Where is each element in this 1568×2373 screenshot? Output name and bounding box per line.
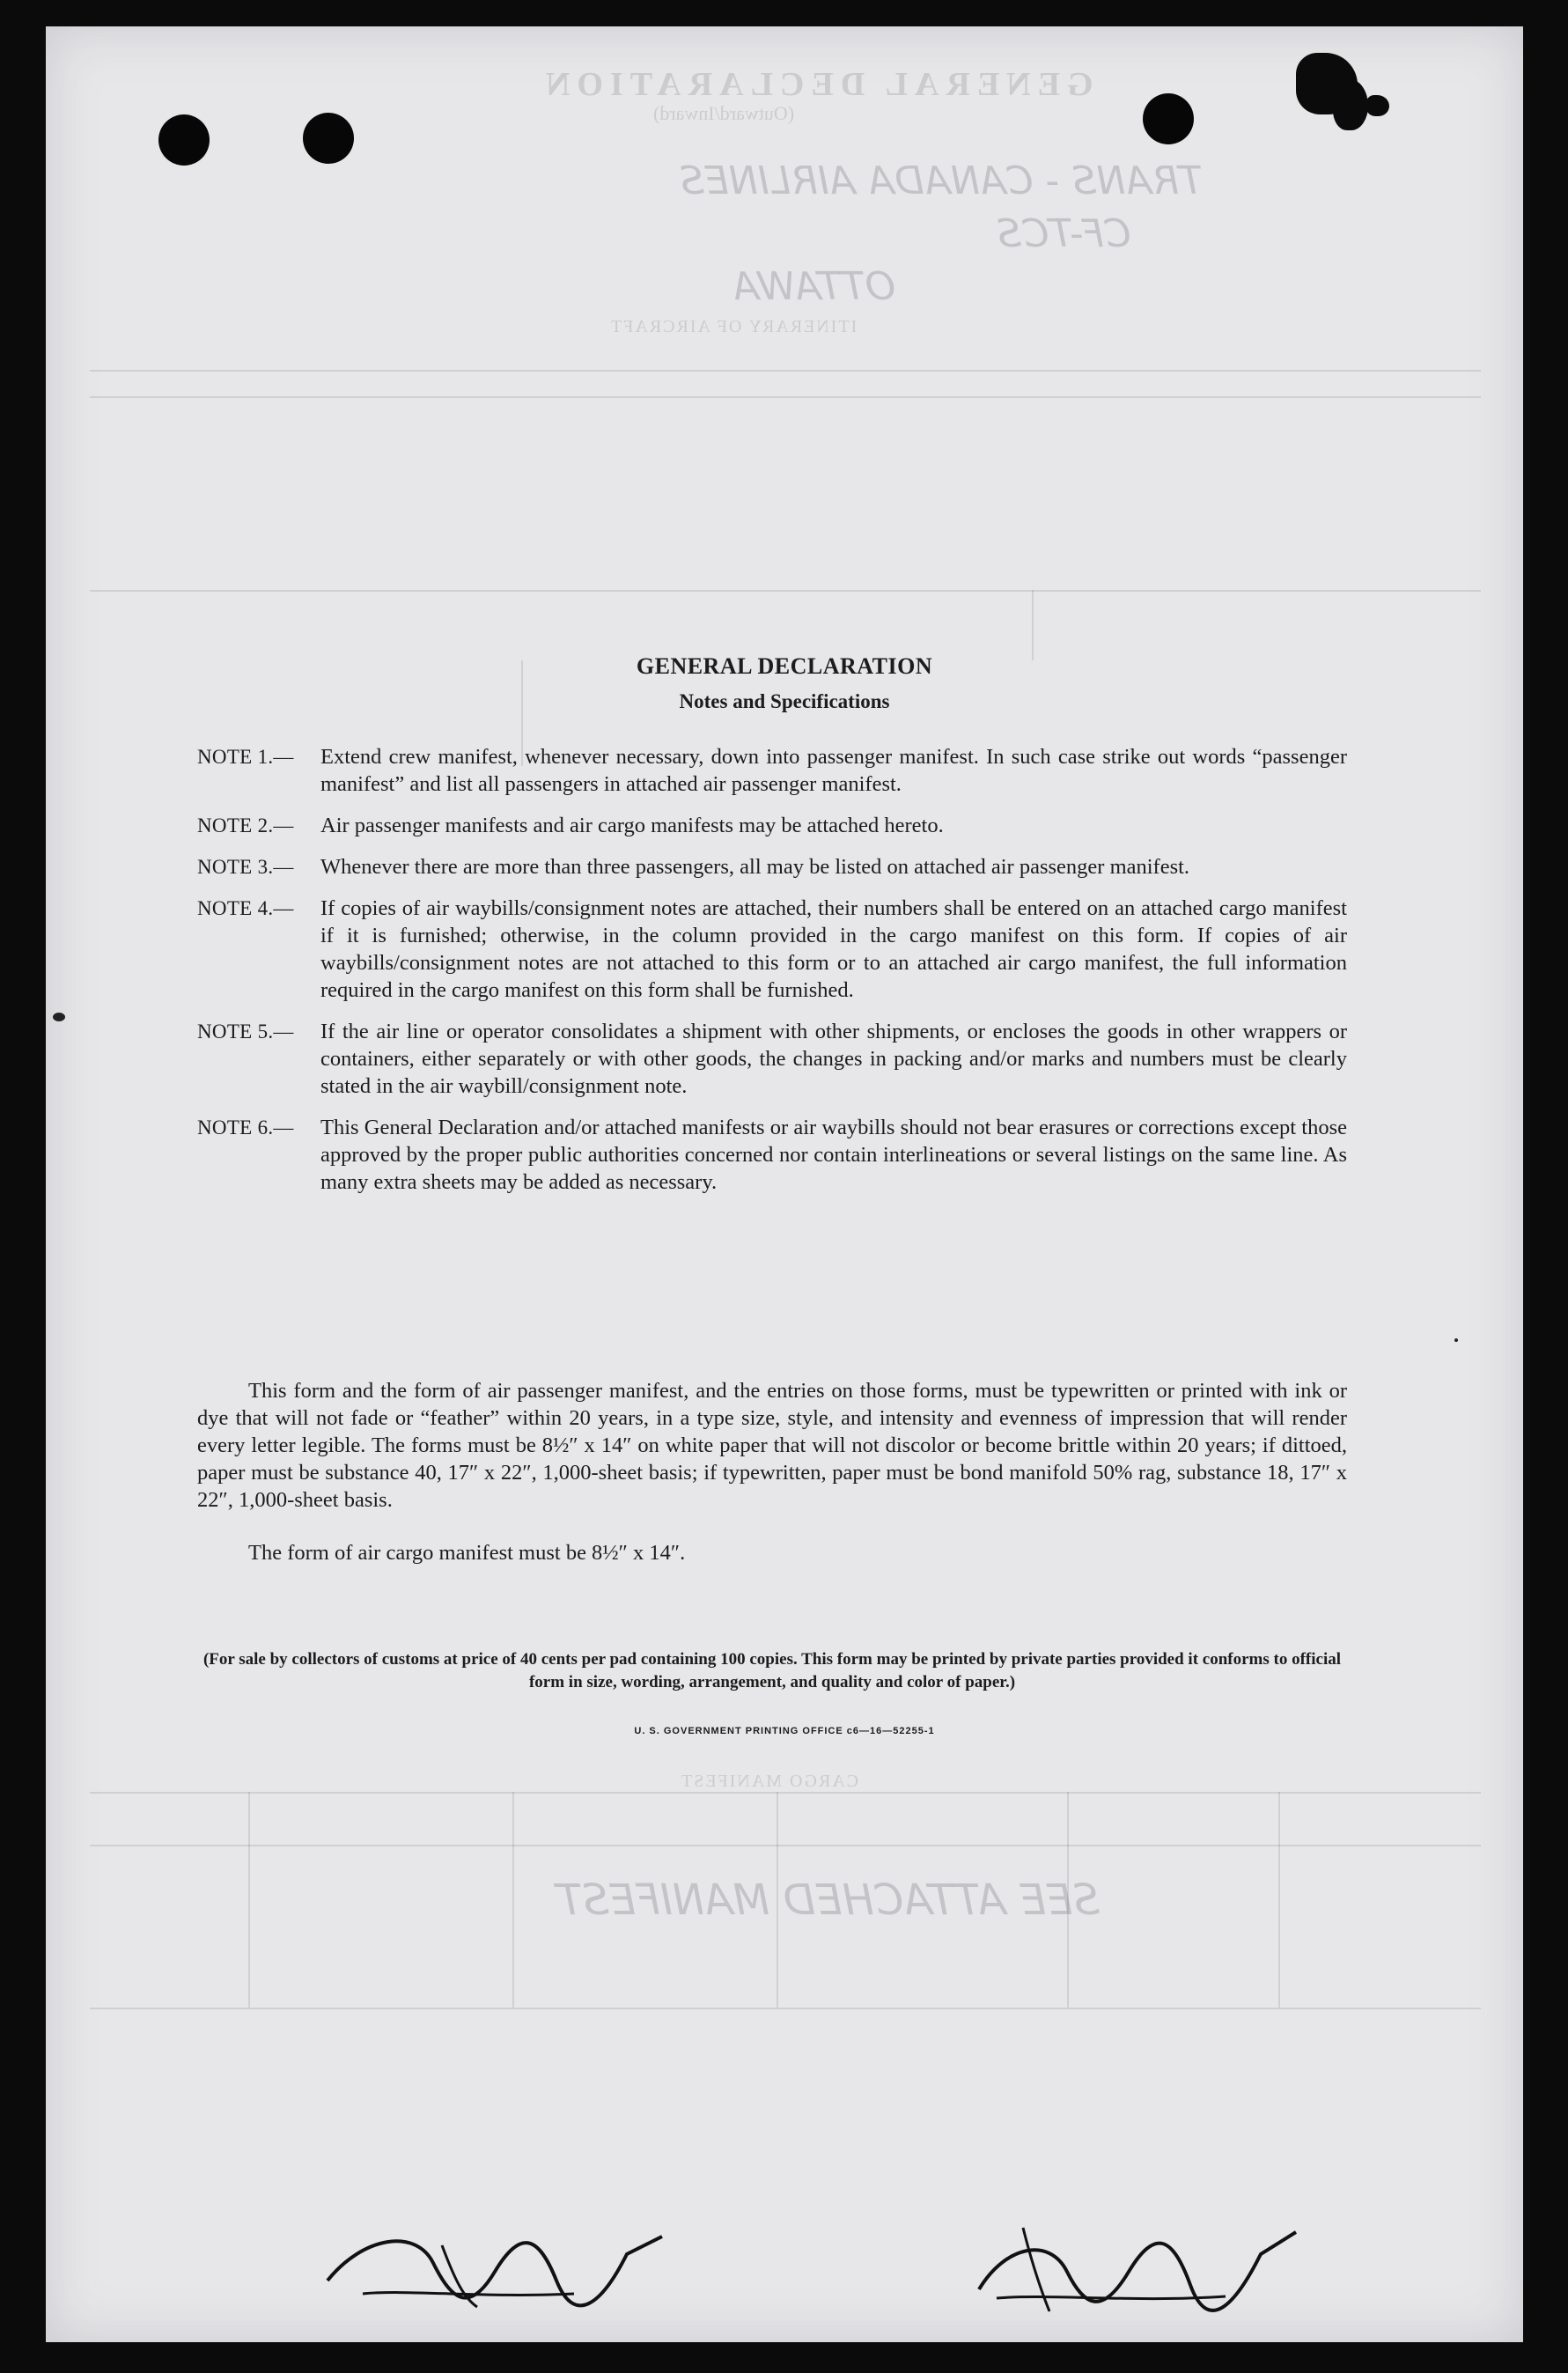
document-subtitle: Notes and Specifications	[679, 690, 890, 712]
punch-hole-right	[1143, 93, 1194, 144]
ghost-rule	[512, 1792, 514, 2008]
notes-list	[197, 743, 1347, 1210]
note-5	[197, 1018, 1347, 1100]
printer-imprint: U. S. GOVERNMENT PRINTING OFFICE c6—16—52255-1	[634, 1726, 935, 1736]
note-text: If copies of air waybills/consignment notes are attached, their numbers shall be entered on an attached cargo manifest if it is furnished; otherwise, in the column provided in the cargo manifest on this form. If copies of air waybills/consignment notes are not attached to this form or to an attached air cargo manifest, the full information required in the cargo manifest on this form shall be furnished.	[320, 896, 1347, 1002]
note-label: NOTE 1.—	[197, 746, 294, 768]
cargo-form-size: The form of air cargo manifest must be 8½″ x 14″.	[248, 1541, 686, 1565]
ghost-rule	[90, 590, 1481, 592]
paper-specification: This form and the form of air passenger manifest, and the entries on those forms, must be typewritten or printed with ink or dye that will not fade or “feather” within 20 years, in a type size, style, and intensity and evenness of impression that will render every letter legible. The forms must be 8½″ x 14″ on white paper that will not discolor or become brittle within 20 years; if dittoed, paper must be substance 40, 17″ x 22″, 1,000-sheet basis; if typewritten, paper must be bond manifold 50% rag, substance 18, 17″ x 22″, 1,000-sheet basis.	[197, 1379, 1347, 1512]
ghost-rule	[1067, 1792, 1069, 2008]
note-text: Whenever there are more than three passengers, all may be listed on attached air passenger manifest.	[320, 855, 1190, 879]
signature-left	[310, 2210, 680, 2325]
ghost-handwriting-1: TRANS - CANADA AIRLINES	[680, 158, 1203, 203]
note-2	[197, 812, 1347, 839]
ghost-rule	[1032, 590, 1034, 660]
ghost-handwriting-4: SEE ATTACHED MANIFEST	[556, 1876, 1100, 1925]
ghost-rule	[90, 1792, 1481, 1794]
note-text: This General Declaration and/or attached manifests or air waybills should not bear erasures or corrections except those approved by the proper public authorities concerned nor contain interlineations or several listings on the same line. As many extra sheets may be added as necessary.	[320, 1116, 1347, 1194]
note-text: Extend crew manifest, whenever necessary, down into passenger manifest. In such case strike out words “passenger manifest” and list all passengers in attached air passenger manifest.	[320, 745, 1347, 796]
note-1	[197, 743, 1347, 798]
ghost-rule	[90, 1845, 1481, 1846]
note-label: NOTE 3.—	[197, 856, 294, 878]
note-3	[197, 853, 1347, 881]
punch-hole-left	[158, 114, 210, 166]
torn-corner-2	[1333, 79, 1368, 130]
note-label: NOTE 5.—	[197, 1021, 294, 1043]
note-label: NOTE 2.—	[197, 814, 294, 836]
ghost-cargo-header: CARGO MANIFEST	[680, 1772, 859, 1791]
ghost-form-header: GENERAL DECLARATION	[539, 66, 1093, 103]
torn-corner-3	[1366, 95, 1389, 116]
document-title: GENERAL DECLARATION	[636, 653, 933, 679]
note-6	[197, 1114, 1347, 1196]
note-text: If the air line or operator consolidates a shipment with other shipments, or encloses the goods in other wrappers or containers, either separately or with other goods, the changes in packing and/or marks and numbers must be clearly stated in the air waybill/consignment note.	[320, 1020, 1347, 1098]
note-label: NOTE 4.—	[197, 897, 294, 919]
ghost-rule	[90, 370, 1481, 372]
ghost-rule	[90, 2008, 1481, 2009]
punch-hole-center	[303, 113, 354, 164]
ink-speck	[1454, 1338, 1458, 1342]
signature-right	[961, 2210, 1314, 2325]
ghost-rule	[248, 1792, 250, 2008]
ghost-rule	[90, 396, 1481, 398]
sale-notice: (For sale by collectors of customs at price of 40 cents per pad containing 100 copies. This form may be printed by private parties provided it conforms to official form in size, wording, arrangement, and quality and color of paper.)	[202, 1650, 1342, 1691]
ghost-handwriting-3: OTTAWA	[732, 264, 896, 309]
note-4	[197, 895, 1347, 1004]
ink-speck	[53, 1013, 65, 1021]
ghost-rule	[777, 1792, 778, 2008]
ghost-rule	[1278, 1792, 1280, 2008]
ghost-handwriting-2: CF-TCS	[997, 211, 1131, 256]
document-page	[46, 26, 1523, 2342]
note-text: Air passenger manifests and air cargo manifests may be attached hereto.	[320, 814, 944, 837]
ghost-itinerary-header: ITINERARY OF AIRCRAFT	[609, 317, 858, 336]
note-label: NOTE 6.—	[197, 1116, 294, 1139]
ghost-form-header-sub: (Outward/Inward)	[653, 102, 795, 124]
